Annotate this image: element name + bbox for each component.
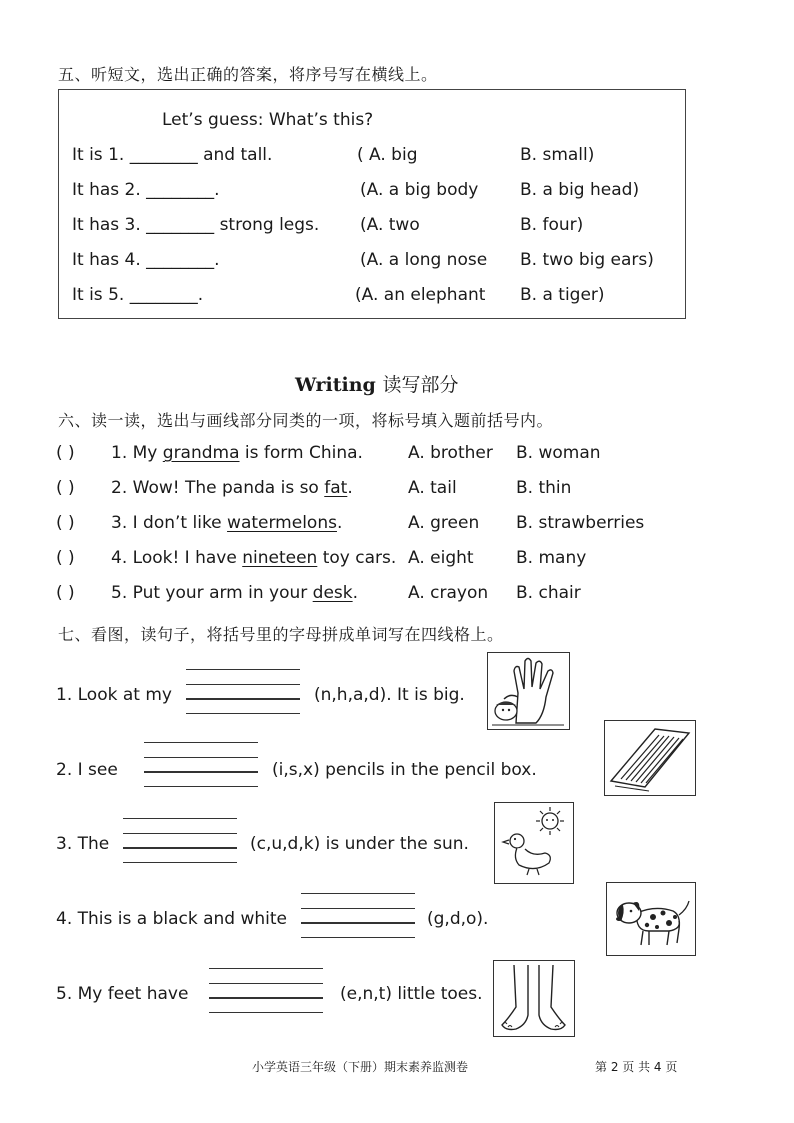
sentence: [111, 583, 358, 603]
question-text: It has 2. ________.: [72, 180, 220, 200]
option-b: B. a tiger): [520, 285, 605, 305]
item-number: 3.: [111, 513, 128, 533]
option-b: B. thin: [516, 478, 572, 498]
sentence-pre: Put your arm in your: [132, 583, 313, 603]
sentence: [111, 513, 342, 533]
option-a: A. green: [408, 513, 480, 533]
sentence-post: .: [347, 478, 353, 498]
sentence-post: (i,s,x) pencils in the pencil box.: [272, 760, 537, 780]
option-b: B. strawberries: [516, 513, 645, 533]
option-a: (A. an elephant: [355, 285, 486, 305]
answer-bracket: ( ): [56, 513, 75, 533]
sentence-pre: 4. This is a black and white: [56, 909, 288, 929]
question-text: It has 4. ________.: [72, 250, 220, 270]
footer-title: 小学英语三年级（下册）期末素养监测卷: [252, 1060, 469, 1074]
question-text: It is 1. ________ and tall.: [72, 145, 273, 165]
answer-bracket: ( ): [56, 548, 75, 568]
answer-bracket: ( ): [56, 583, 75, 603]
option-b: B. woman: [516, 443, 601, 463]
sentence-pre: Look! I have: [132, 548, 243, 568]
sentence: [111, 548, 396, 568]
item-number: 5.: [111, 583, 128, 603]
underlined-word: fat: [324, 478, 348, 498]
hand-icon: [487, 652, 570, 730]
sentence-pre: 2. I see: [56, 760, 118, 780]
option-b: B. a big head): [520, 180, 640, 200]
option-a: A. brother: [408, 443, 493, 463]
answer-bracket: ( ): [56, 478, 75, 498]
sentence-post: .: [352, 583, 359, 603]
underlined-word: desk: [312, 583, 353, 603]
section7-title: 七、看图，读句子，将括号里的字母拼成单词写在四线格上。: [58, 625, 504, 644]
sentence-pre: My: [132, 443, 163, 463]
four-line-grid[interactable]: [123, 818, 237, 864]
sentence: [111, 443, 363, 463]
underlined-word: nineteen: [242, 548, 318, 568]
sentence-post: .: [336, 513, 343, 533]
writing-heading: [295, 370, 458, 397]
section6-title: 六、读一读，选出与画线部分同类的一项，将标号填入题前括号内。: [58, 411, 554, 430]
item-number: 2.: [111, 478, 128, 498]
writing-title-en: Writing: [295, 374, 376, 396]
option-a: A. crayon: [408, 583, 489, 603]
item-number: 4.: [111, 548, 128, 568]
section5-heading: Let’s guess: What’s this?: [162, 110, 374, 130]
option-b: B. four): [520, 215, 584, 235]
sentence-pre: Wow! The panda is so: [132, 478, 325, 498]
sentence: [111, 478, 353, 498]
option-b: B. small): [520, 145, 595, 165]
sentence-post: (n,h,a,d). It is big.: [314, 685, 465, 705]
duck-sun-icon: [494, 802, 574, 884]
four-line-grid[interactable]: [301, 893, 415, 939]
page-number: 第 2 页 共 4 页: [595, 1060, 678, 1074]
four-line-grid[interactable]: [186, 669, 300, 715]
question-text: It has 3. ________ strong legs.: [72, 215, 320, 235]
option-a: (A. a big body: [360, 180, 479, 200]
sentence-pre: 3. The: [56, 834, 110, 854]
four-line-grid[interactable]: [144, 742, 258, 788]
answer-bracket: ( ): [56, 443, 75, 463]
underlined-word: grandma: [162, 443, 240, 463]
sentence-post: (g,d,o).: [427, 909, 489, 929]
option-b: B. chair: [516, 583, 581, 603]
dog-icon: [606, 882, 696, 956]
underlined-word: watermelons: [227, 513, 337, 533]
option-a: (A. two: [360, 215, 420, 235]
sentence-post: is form China.: [239, 443, 363, 463]
four-line-grid[interactable]: [209, 968, 323, 1014]
option-a: ( A. big: [357, 145, 418, 165]
option-b: B. two big ears): [520, 250, 654, 270]
option-a: (A. a long nose: [360, 250, 488, 270]
option-b: B. many: [516, 548, 587, 568]
writing-title-cn: 读写部分: [382, 374, 459, 396]
section5-title: 五、听短文，选出正确的答案，将序号写在横线上。: [58, 65, 438, 84]
item-number: 1.: [111, 443, 128, 463]
sentence-pre: I don’t like: [132, 513, 228, 533]
sentence-pre: 1. Look at my: [56, 685, 172, 705]
pencils-icon: [604, 720, 696, 796]
sentence-post: toy cars.: [317, 548, 397, 568]
sentence-pre: 5. My feet have: [56, 984, 189, 1004]
option-a: A. tail: [408, 478, 457, 498]
question-text: It is 5. ________.: [72, 285, 204, 305]
option-a: A. eight: [408, 548, 474, 568]
feet-icon: [493, 960, 575, 1037]
sentence-post: (c,u,d,k) is under the sun.: [250, 834, 469, 854]
sentence-post: (e,n,t) little toes.: [340, 984, 483, 1004]
